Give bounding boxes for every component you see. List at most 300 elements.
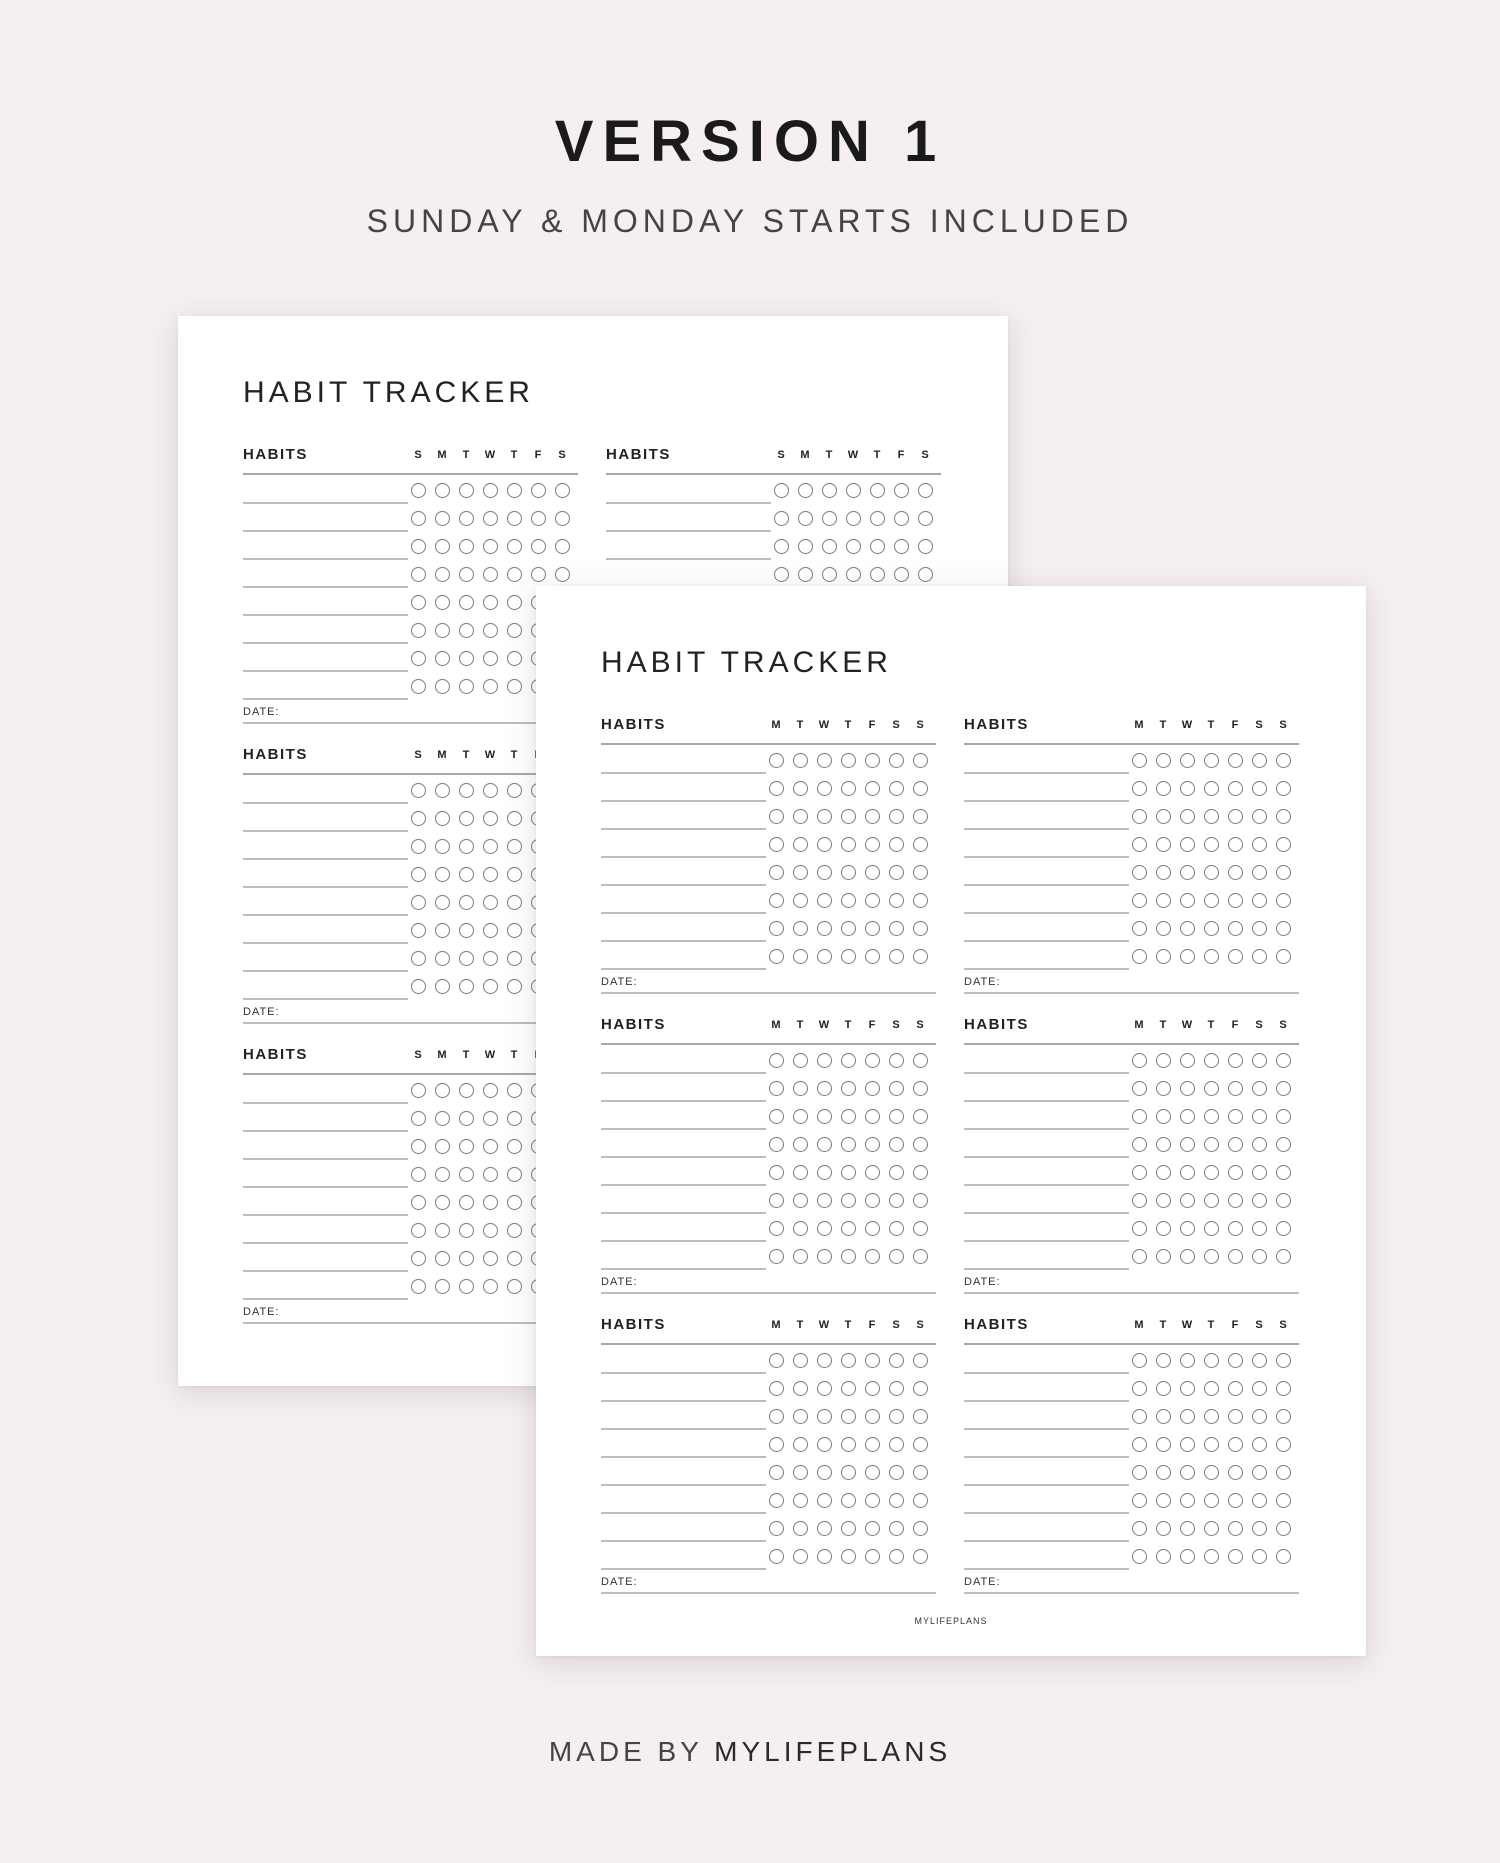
- habit-checkbox[interactable]: [507, 783, 522, 798]
- habit-checkbox[interactable]: [1276, 1165, 1291, 1180]
- habit-checkbox[interactable]: [507, 1195, 522, 1210]
- habit-checkbox[interactable]: [507, 923, 522, 938]
- habit-checkbox[interactable]: [1156, 1437, 1171, 1452]
- habit-checkbox[interactable]: [793, 1081, 808, 1096]
- habit-checkbox[interactable]: [1156, 1549, 1171, 1564]
- habit-checkbox[interactable]: [889, 1221, 904, 1236]
- habit-checkbox[interactable]: [411, 1139, 426, 1154]
- habit-checkbox[interactable]: [1132, 1249, 1147, 1264]
- habit-checkbox[interactable]: [1228, 893, 1243, 908]
- habit-checkbox[interactable]: [913, 1165, 928, 1180]
- habit-checkbox[interactable]: [865, 1081, 880, 1096]
- habit-checkbox[interactable]: [913, 1249, 928, 1264]
- habit-checkbox[interactable]: [1276, 893, 1291, 908]
- habit-checkbox[interactable]: [793, 1521, 808, 1536]
- habit-checkbox[interactable]: [1180, 837, 1195, 852]
- habit-checkbox[interactable]: [1132, 1409, 1147, 1424]
- habit-checkbox[interactable]: [555, 483, 570, 498]
- habit-checkbox[interactable]: [1156, 1249, 1171, 1264]
- habit-checkbox[interactable]: [1228, 1549, 1243, 1564]
- habit-checkbox[interactable]: [1252, 1493, 1267, 1508]
- habit-checkbox[interactable]: [1204, 1549, 1219, 1564]
- habit-checkbox[interactable]: [817, 1549, 832, 1564]
- habit-checkbox[interactable]: [865, 1493, 880, 1508]
- habit-checkbox[interactable]: [507, 567, 522, 582]
- habit-checkbox[interactable]: [841, 1081, 856, 1096]
- habit-checkbox[interactable]: [483, 483, 498, 498]
- habit-checkbox[interactable]: [769, 753, 784, 768]
- habit-checkbox[interactable]: [411, 895, 426, 910]
- habit-checkbox[interactable]: [841, 837, 856, 852]
- habit-checkbox[interactable]: [1228, 1137, 1243, 1152]
- habit-checkbox[interactable]: [889, 1137, 904, 1152]
- habit-checkbox[interactable]: [555, 539, 570, 554]
- habit-checkbox[interactable]: [459, 623, 474, 638]
- habit-checkbox[interactable]: [817, 1081, 832, 1096]
- habit-checkbox[interactable]: [841, 1053, 856, 1068]
- habit-checkbox[interactable]: [435, 1251, 450, 1266]
- habit-checkbox[interactable]: [913, 1081, 928, 1096]
- habit-checkbox[interactable]: [846, 567, 861, 582]
- habit-checkbox[interactable]: [1252, 921, 1267, 936]
- habit-checkbox[interactable]: [1276, 1381, 1291, 1396]
- habit-checkbox[interactable]: [507, 1223, 522, 1238]
- habit-checkbox[interactable]: [769, 1521, 784, 1536]
- habit-checkbox[interactable]: [913, 837, 928, 852]
- habit-checkbox[interactable]: [841, 1549, 856, 1564]
- habit-checkbox[interactable]: [865, 1381, 880, 1396]
- habit-checkbox[interactable]: [1132, 1353, 1147, 1368]
- habit-checkbox[interactable]: [435, 595, 450, 610]
- habit-checkbox[interactable]: [435, 1279, 450, 1294]
- habit-checkbox[interactable]: [889, 949, 904, 964]
- habit-checkbox[interactable]: [1204, 1109, 1219, 1124]
- habit-checkbox[interactable]: [865, 1521, 880, 1536]
- habit-checkbox[interactable]: [507, 595, 522, 610]
- habit-checkbox[interactable]: [1132, 949, 1147, 964]
- habit-checkbox[interactable]: [411, 1251, 426, 1266]
- habit-checkbox[interactable]: [822, 539, 837, 554]
- habit-checkbox[interactable]: [913, 1109, 928, 1124]
- habit-checkbox[interactable]: [411, 1083, 426, 1098]
- habit-checkbox[interactable]: [1204, 893, 1219, 908]
- habit-checkbox[interactable]: [793, 753, 808, 768]
- habit-checkbox[interactable]: [1180, 1409, 1195, 1424]
- habit-checkbox[interactable]: [769, 1437, 784, 1452]
- habit-checkbox[interactable]: [1204, 1193, 1219, 1208]
- habit-checkbox[interactable]: [1180, 809, 1195, 824]
- habit-checkbox[interactable]: [865, 1409, 880, 1424]
- habit-checkbox[interactable]: [865, 1053, 880, 1068]
- habit-checkbox[interactable]: [507, 1251, 522, 1266]
- habit-checkbox[interactable]: [817, 1249, 832, 1264]
- habit-checkbox[interactable]: [913, 1353, 928, 1368]
- habit-checkbox[interactable]: [793, 1353, 808, 1368]
- habit-checkbox[interactable]: [1156, 1521, 1171, 1536]
- habit-checkbox[interactable]: [865, 753, 880, 768]
- habit-checkbox[interactable]: [507, 511, 522, 526]
- habit-checkbox[interactable]: [1252, 865, 1267, 880]
- habit-checkbox[interactable]: [841, 753, 856, 768]
- habit-checkbox[interactable]: [507, 1111, 522, 1126]
- habit-checkbox[interactable]: [435, 783, 450, 798]
- habit-checkbox[interactable]: [1276, 1465, 1291, 1480]
- habit-name-line[interactable]: [601, 1268, 766, 1270]
- habit-checkbox[interactable]: [769, 949, 784, 964]
- habit-checkbox[interactable]: [865, 1109, 880, 1124]
- habit-checkbox[interactable]: [1252, 893, 1267, 908]
- habit-checkbox[interactable]: [793, 1549, 808, 1564]
- habit-checkbox[interactable]: [459, 811, 474, 826]
- habit-checkbox[interactable]: [1228, 753, 1243, 768]
- habit-checkbox[interactable]: [1276, 949, 1291, 964]
- habit-checkbox[interactable]: [1204, 1381, 1219, 1396]
- habit-checkbox[interactable]: [889, 1081, 904, 1096]
- habit-checkbox[interactable]: [1228, 1193, 1243, 1208]
- habit-checkbox[interactable]: [774, 511, 789, 526]
- habit-checkbox[interactable]: [1180, 893, 1195, 908]
- habit-checkbox[interactable]: [507, 1167, 522, 1182]
- habit-checkbox[interactable]: [1156, 837, 1171, 852]
- habit-checkbox[interactable]: [435, 1083, 450, 1098]
- habit-checkbox[interactable]: [870, 539, 885, 554]
- habit-checkbox[interactable]: [411, 839, 426, 854]
- habit-checkbox[interactable]: [1204, 837, 1219, 852]
- habit-checkbox[interactable]: [1156, 1221, 1171, 1236]
- habit-checkbox[interactable]: [1132, 837, 1147, 852]
- habit-checkbox[interactable]: [1252, 1381, 1267, 1396]
- habit-checkbox[interactable]: [841, 949, 856, 964]
- habit-checkbox[interactable]: [793, 921, 808, 936]
- habit-checkbox[interactable]: [1228, 921, 1243, 936]
- habit-checkbox[interactable]: [769, 893, 784, 908]
- habit-checkbox[interactable]: [507, 483, 522, 498]
- habit-checkbox[interactable]: [435, 623, 450, 638]
- habit-checkbox[interactable]: [841, 809, 856, 824]
- habit-checkbox[interactable]: [1252, 753, 1267, 768]
- habit-checkbox[interactable]: [894, 511, 909, 526]
- habit-checkbox[interactable]: [1132, 809, 1147, 824]
- habit-checkbox[interactable]: [889, 1249, 904, 1264]
- habit-checkbox[interactable]: [822, 511, 837, 526]
- date-line[interactable]: [964, 1292, 1299, 1294]
- habit-checkbox[interactable]: [1156, 781, 1171, 796]
- habit-checkbox[interactable]: [793, 809, 808, 824]
- habit-checkbox[interactable]: [1252, 1193, 1267, 1208]
- habit-checkbox[interactable]: [1228, 1437, 1243, 1452]
- habit-checkbox[interactable]: [483, 1279, 498, 1294]
- habit-checkbox[interactable]: [769, 1549, 784, 1564]
- habit-checkbox[interactable]: [793, 1381, 808, 1396]
- habit-checkbox[interactable]: [1180, 1549, 1195, 1564]
- habit-checkbox[interactable]: [913, 1381, 928, 1396]
- habit-checkbox[interactable]: [841, 1437, 856, 1452]
- habit-checkbox[interactable]: [1180, 1193, 1195, 1208]
- date-line[interactable]: [601, 1292, 936, 1294]
- habit-checkbox[interactable]: [1252, 1081, 1267, 1096]
- habit-checkbox[interactable]: [841, 1381, 856, 1396]
- habit-checkbox[interactable]: [1180, 1493, 1195, 1508]
- habit-checkbox[interactable]: [411, 651, 426, 666]
- habit-checkbox[interactable]: [1132, 1465, 1147, 1480]
- habit-checkbox[interactable]: [483, 679, 498, 694]
- habit-checkbox[interactable]: [411, 567, 426, 582]
- habit-checkbox[interactable]: [459, 1111, 474, 1126]
- habit-name-line[interactable]: [243, 1298, 408, 1300]
- habit-checkbox[interactable]: [507, 651, 522, 666]
- habit-checkbox[interactable]: [817, 753, 832, 768]
- habit-checkbox[interactable]: [483, 1223, 498, 1238]
- habit-checkbox[interactable]: [1252, 1109, 1267, 1124]
- habit-checkbox[interactable]: [817, 865, 832, 880]
- habit-checkbox[interactable]: [817, 1381, 832, 1396]
- habit-checkbox[interactable]: [435, 483, 450, 498]
- habit-checkbox[interactable]: [1204, 921, 1219, 936]
- habit-checkbox[interactable]: [1132, 893, 1147, 908]
- habit-checkbox[interactable]: [1204, 1409, 1219, 1424]
- habit-checkbox[interactable]: [1156, 1109, 1171, 1124]
- habit-checkbox[interactable]: [483, 595, 498, 610]
- habit-checkbox[interactable]: [793, 1109, 808, 1124]
- habit-checkbox[interactable]: [411, 867, 426, 882]
- habit-checkbox[interactable]: [769, 1249, 784, 1264]
- habit-checkbox[interactable]: [889, 837, 904, 852]
- habit-checkbox[interactable]: [841, 1109, 856, 1124]
- habit-checkbox[interactable]: [507, 679, 522, 694]
- habit-checkbox[interactable]: [435, 651, 450, 666]
- habit-checkbox[interactable]: [1204, 1249, 1219, 1264]
- habit-checkbox[interactable]: [1252, 1437, 1267, 1452]
- habit-name-line[interactable]: [601, 968, 766, 970]
- habit-checkbox[interactable]: [507, 839, 522, 854]
- habit-checkbox[interactable]: [817, 809, 832, 824]
- habit-checkbox[interactable]: [769, 1081, 784, 1096]
- habit-checkbox[interactable]: [1228, 865, 1243, 880]
- habit-checkbox[interactable]: [1180, 1165, 1195, 1180]
- habit-checkbox[interactable]: [483, 1139, 498, 1154]
- habit-checkbox[interactable]: [918, 539, 933, 554]
- habit-checkbox[interactable]: [459, 567, 474, 582]
- habit-checkbox[interactable]: [1276, 1437, 1291, 1452]
- habit-checkbox[interactable]: [1252, 949, 1267, 964]
- habit-checkbox[interactable]: [1252, 1165, 1267, 1180]
- habit-checkbox[interactable]: [1276, 1081, 1291, 1096]
- habit-checkbox[interactable]: [411, 979, 426, 994]
- habit-checkbox[interactable]: [774, 539, 789, 554]
- habit-checkbox[interactable]: [1180, 1353, 1195, 1368]
- habit-checkbox[interactable]: [817, 893, 832, 908]
- habit-checkbox[interactable]: [1252, 837, 1267, 852]
- habit-checkbox[interactable]: [1132, 781, 1147, 796]
- habit-checkbox[interactable]: [1156, 1465, 1171, 1480]
- habit-checkbox[interactable]: [1252, 1465, 1267, 1480]
- habit-checkbox[interactable]: [1252, 1521, 1267, 1536]
- habit-checkbox[interactable]: [865, 1221, 880, 1236]
- habit-checkbox[interactable]: [1252, 1409, 1267, 1424]
- habit-checkbox[interactable]: [918, 567, 933, 582]
- habit-checkbox[interactable]: [483, 979, 498, 994]
- habit-checkbox[interactable]: [1180, 781, 1195, 796]
- habit-checkbox[interactable]: [913, 781, 928, 796]
- habit-checkbox[interactable]: [889, 1193, 904, 1208]
- habit-checkbox[interactable]: [483, 623, 498, 638]
- habit-checkbox[interactable]: [1276, 1109, 1291, 1124]
- date-line[interactable]: [243, 1322, 578, 1324]
- habit-checkbox[interactable]: [1252, 809, 1267, 824]
- habit-checkbox[interactable]: [459, 951, 474, 966]
- habit-checkbox[interactable]: [1252, 781, 1267, 796]
- habit-checkbox[interactable]: [846, 539, 861, 554]
- habit-name-line[interactable]: [243, 698, 408, 700]
- habit-checkbox[interactable]: [913, 809, 928, 824]
- habit-checkbox[interactable]: [865, 1465, 880, 1480]
- habit-checkbox[interactable]: [459, 923, 474, 938]
- habit-checkbox[interactable]: [531, 567, 546, 582]
- habit-checkbox[interactable]: [507, 539, 522, 554]
- habit-checkbox[interactable]: [1156, 1081, 1171, 1096]
- habit-checkbox[interactable]: [411, 595, 426, 610]
- habit-checkbox[interactable]: [793, 1437, 808, 1452]
- habit-checkbox[interactable]: [435, 923, 450, 938]
- habit-checkbox[interactable]: [555, 567, 570, 582]
- habit-checkbox[interactable]: [1204, 1521, 1219, 1536]
- habit-checkbox[interactable]: [1228, 1521, 1243, 1536]
- habit-checkbox[interactable]: [1276, 1493, 1291, 1508]
- habit-checkbox[interactable]: [913, 1465, 928, 1480]
- habit-checkbox[interactable]: [817, 921, 832, 936]
- habit-checkbox[interactable]: [913, 865, 928, 880]
- habit-checkbox[interactable]: [435, 979, 450, 994]
- habit-checkbox[interactable]: [817, 1137, 832, 1152]
- habit-checkbox[interactable]: [1228, 1381, 1243, 1396]
- habit-checkbox[interactable]: [435, 895, 450, 910]
- habit-checkbox[interactable]: [507, 623, 522, 638]
- habit-checkbox[interactable]: [483, 1167, 498, 1182]
- habit-checkbox[interactable]: [913, 893, 928, 908]
- habit-checkbox[interactable]: [865, 809, 880, 824]
- habit-checkbox[interactable]: [1276, 809, 1291, 824]
- habit-checkbox[interactable]: [1180, 921, 1195, 936]
- habit-checkbox[interactable]: [1156, 1053, 1171, 1068]
- habit-checkbox[interactable]: [435, 839, 450, 854]
- habit-checkbox[interactable]: [1156, 949, 1171, 964]
- habit-checkbox[interactable]: [846, 511, 861, 526]
- habit-checkbox[interactable]: [411, 951, 426, 966]
- habit-checkbox[interactable]: [1276, 1221, 1291, 1236]
- habit-checkbox[interactable]: [798, 483, 813, 498]
- habit-checkbox[interactable]: [1228, 1053, 1243, 1068]
- habit-checkbox[interactable]: [1180, 1081, 1195, 1096]
- habit-checkbox[interactable]: [793, 1165, 808, 1180]
- habit-checkbox[interactable]: [817, 1465, 832, 1480]
- habit-checkbox[interactable]: [865, 837, 880, 852]
- habit-checkbox[interactable]: [435, 539, 450, 554]
- habit-checkbox[interactable]: [865, 1437, 880, 1452]
- habit-checkbox[interactable]: [1276, 1409, 1291, 1424]
- habit-checkbox[interactable]: [817, 1353, 832, 1368]
- habit-checkbox[interactable]: [459, 1083, 474, 1098]
- habit-checkbox[interactable]: [1204, 949, 1219, 964]
- habit-checkbox[interactable]: [507, 1083, 522, 1098]
- date-line[interactable]: [601, 992, 936, 994]
- habit-checkbox[interactable]: [1276, 1193, 1291, 1208]
- habit-checkbox[interactable]: [1156, 1353, 1171, 1368]
- habit-checkbox[interactable]: [769, 809, 784, 824]
- habit-checkbox[interactable]: [435, 1195, 450, 1210]
- habit-checkbox[interactable]: [870, 483, 885, 498]
- habit-checkbox[interactable]: [841, 1221, 856, 1236]
- habit-checkbox[interactable]: [459, 595, 474, 610]
- habit-checkbox[interactable]: [1132, 865, 1147, 880]
- habit-checkbox[interactable]: [1204, 1081, 1219, 1096]
- habit-checkbox[interactable]: [435, 867, 450, 882]
- habit-checkbox[interactable]: [1132, 1137, 1147, 1152]
- habit-checkbox[interactable]: [846, 483, 861, 498]
- habit-checkbox[interactable]: [894, 539, 909, 554]
- habit-checkbox[interactable]: [889, 1165, 904, 1180]
- habit-checkbox[interactable]: [918, 483, 933, 498]
- habit-checkbox[interactable]: [793, 1493, 808, 1508]
- habit-checkbox[interactable]: [817, 1053, 832, 1068]
- habit-checkbox[interactable]: [411, 623, 426, 638]
- habit-checkbox[interactable]: [1228, 1165, 1243, 1180]
- habit-checkbox[interactable]: [483, 539, 498, 554]
- habit-checkbox[interactable]: [459, 979, 474, 994]
- habit-checkbox[interactable]: [1156, 865, 1171, 880]
- habit-checkbox[interactable]: [865, 1193, 880, 1208]
- habit-checkbox[interactable]: [1228, 1353, 1243, 1368]
- habit-checkbox[interactable]: [841, 865, 856, 880]
- habit-checkbox[interactable]: [411, 511, 426, 526]
- habit-checkbox[interactable]: [822, 567, 837, 582]
- habit-checkbox[interactable]: [1132, 1493, 1147, 1508]
- habit-checkbox[interactable]: [913, 1437, 928, 1452]
- habit-checkbox[interactable]: [865, 893, 880, 908]
- habit-checkbox[interactable]: [1132, 1549, 1147, 1564]
- habit-checkbox[interactable]: [483, 1195, 498, 1210]
- habit-checkbox[interactable]: [793, 1137, 808, 1152]
- habit-checkbox[interactable]: [435, 1223, 450, 1238]
- habit-checkbox[interactable]: [411, 811, 426, 826]
- habit-checkbox[interactable]: [1156, 921, 1171, 936]
- habit-checkbox[interactable]: [1204, 1221, 1219, 1236]
- habit-checkbox[interactable]: [435, 679, 450, 694]
- habit-name-line[interactable]: [964, 1268, 1129, 1270]
- habit-checkbox[interactable]: [769, 1221, 784, 1236]
- habit-checkbox[interactable]: [841, 1249, 856, 1264]
- habit-checkbox[interactable]: [769, 1165, 784, 1180]
- habit-checkbox[interactable]: [769, 1465, 784, 1480]
- habit-checkbox[interactable]: [411, 1223, 426, 1238]
- habit-checkbox[interactable]: [913, 1493, 928, 1508]
- habit-checkbox[interactable]: [889, 1521, 904, 1536]
- habit-checkbox[interactable]: [1228, 1081, 1243, 1096]
- habit-checkbox[interactable]: [1156, 1493, 1171, 1508]
- habit-checkbox[interactable]: [865, 921, 880, 936]
- habit-checkbox[interactable]: [865, 1353, 880, 1368]
- habit-checkbox[interactable]: [1228, 1249, 1243, 1264]
- habit-checkbox[interactable]: [913, 1137, 928, 1152]
- habit-checkbox[interactable]: [459, 783, 474, 798]
- habit-checkbox[interactable]: [1132, 1381, 1147, 1396]
- habit-checkbox[interactable]: [817, 1109, 832, 1124]
- habit-checkbox[interactable]: [774, 483, 789, 498]
- habit-checkbox[interactable]: [435, 811, 450, 826]
- habit-checkbox[interactable]: [411, 1195, 426, 1210]
- habit-checkbox[interactable]: [483, 1251, 498, 1266]
- habit-checkbox[interactable]: [1180, 1249, 1195, 1264]
- habit-checkbox[interactable]: [1180, 1053, 1195, 1068]
